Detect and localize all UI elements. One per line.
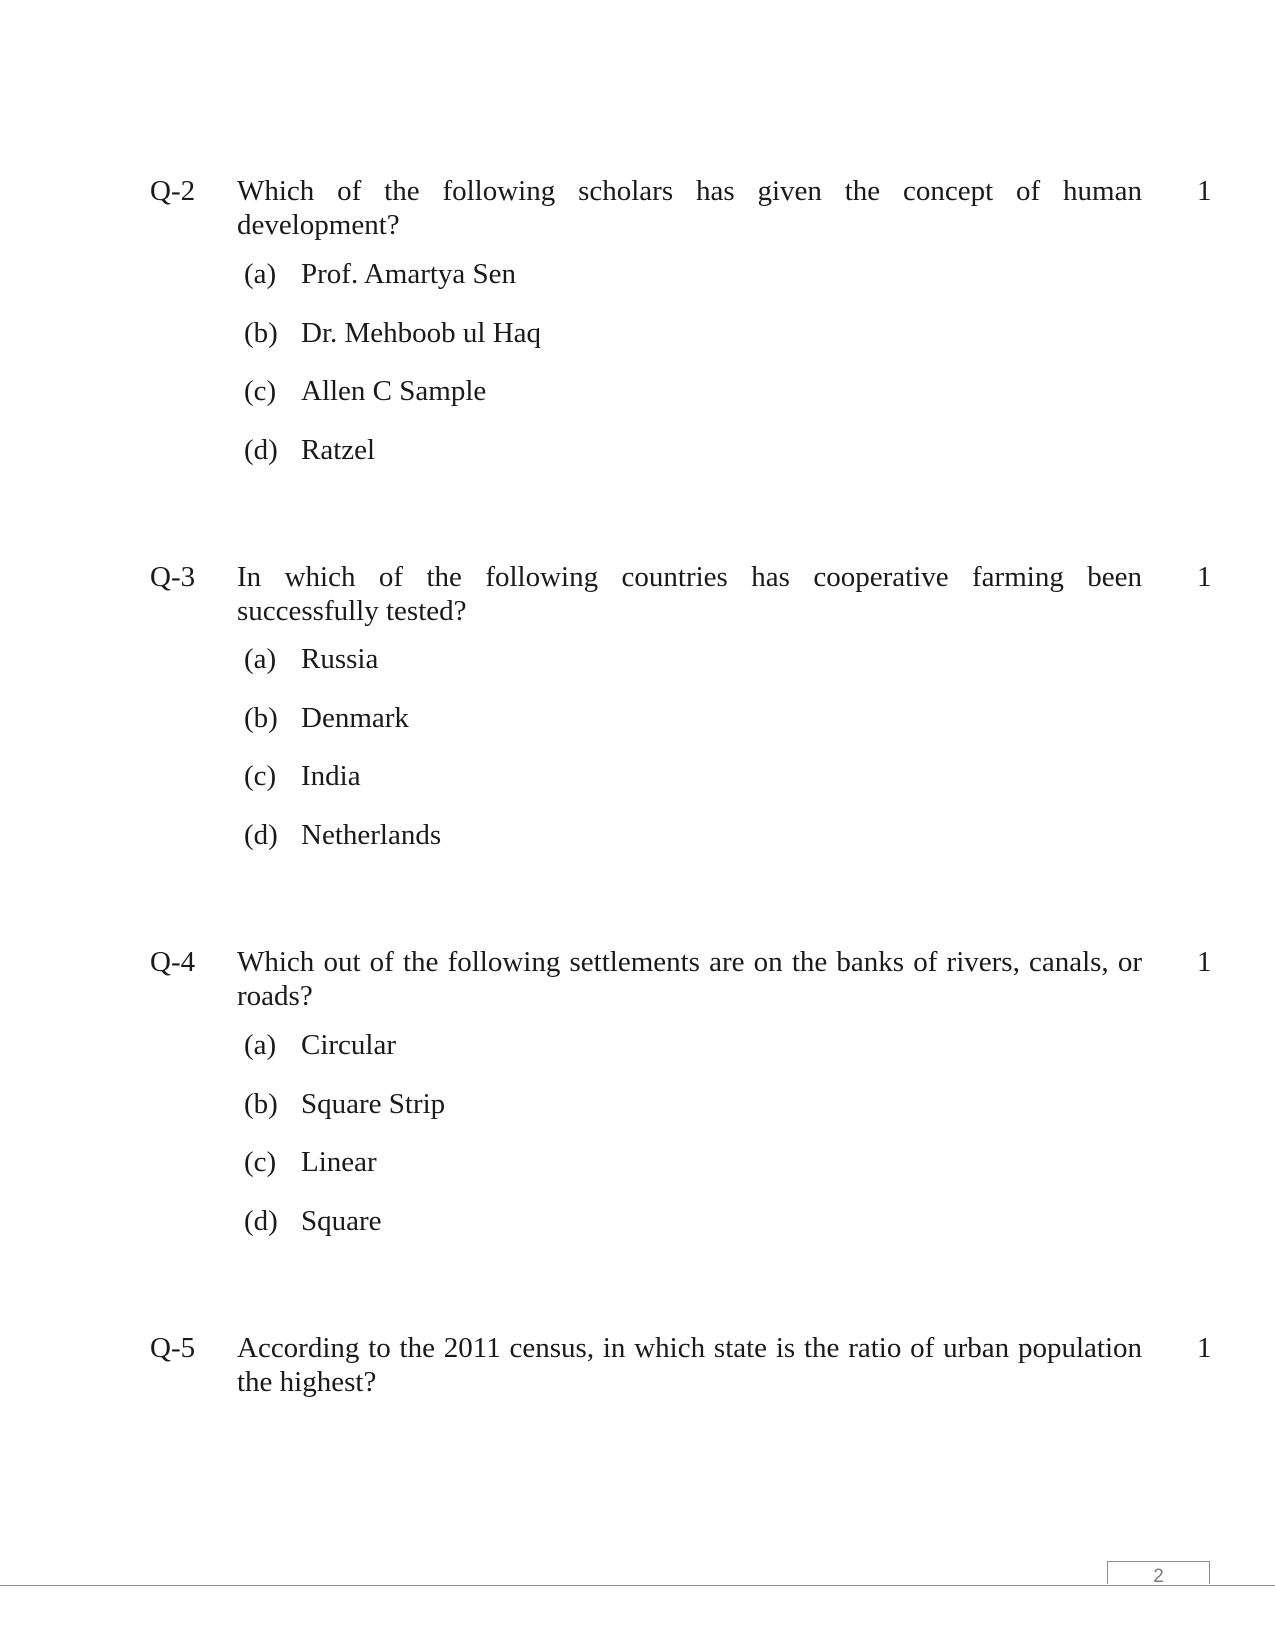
question-text: In which of the following countries has cooperative farming been successfully tested? bbox=[237, 561, 1142, 627]
option-text: Netherlands bbox=[301, 818, 442, 851]
option-letter: (a) bbox=[244, 1029, 277, 1061]
option-letter: (a) bbox=[244, 643, 277, 675]
question-text: According to the 2011 census, in which state is the ratio of urban population the highest? bbox=[237, 1332, 1142, 1398]
option-letter: (c) bbox=[244, 1146, 277, 1178]
option-letter: (b) bbox=[244, 1087, 278, 1120]
question-marks: 1 bbox=[1197, 175, 1212, 207]
question-marks: 1 bbox=[1197, 561, 1212, 593]
option-text: Circular bbox=[301, 1029, 397, 1061]
option-text: Ratzel bbox=[301, 433, 376, 466]
option-text: Allen C Sample bbox=[301, 375, 487, 407]
option-letter: (b) bbox=[244, 701, 278, 734]
page-number-box bbox=[1107, 1561, 1210, 1587]
option-text: Russia bbox=[301, 643, 379, 675]
question-marks: 1 bbox=[1197, 1332, 1212, 1364]
option-text: Prof. Amartya Sen bbox=[301, 258, 517, 290]
option-text: Dr. Mehboob ul Haq bbox=[301, 316, 542, 349]
question-text: Which out of the following settlements are on the banks of rivers, canals, or roads? bbox=[237, 946, 1142, 1012]
option-letter: (b) bbox=[244, 316, 278, 349]
question-number: Q-4 bbox=[150, 946, 196, 978]
option-text: Denmark bbox=[301, 701, 409, 734]
option-text: Square Strip bbox=[301, 1087, 446, 1120]
question-number: Q-2 bbox=[150, 175, 196, 207]
option-letter: (d) bbox=[244, 1204, 278, 1237]
option-letter: (c) bbox=[244, 760, 277, 792]
option-letter: (d) bbox=[244, 818, 278, 851]
option-letter: (a) bbox=[244, 258, 277, 290]
option-letter: (d) bbox=[244, 433, 278, 466]
option-text: India bbox=[301, 760, 361, 792]
question-text: Which of the following scholars has given the concept of human development? bbox=[237, 175, 1142, 241]
option-text: Linear bbox=[301, 1146, 377, 1178]
option-text: Square bbox=[301, 1204, 382, 1237]
page-number: 2 bbox=[1153, 1566, 1164, 1587]
footer-divider bbox=[0, 1585, 1275, 1586]
question-number: Q-3 bbox=[150, 561, 196, 593]
question-marks: 1 bbox=[1197, 946, 1212, 978]
question-number: Q-5 bbox=[150, 1332, 196, 1364]
option-letter: (c) bbox=[244, 375, 277, 407]
